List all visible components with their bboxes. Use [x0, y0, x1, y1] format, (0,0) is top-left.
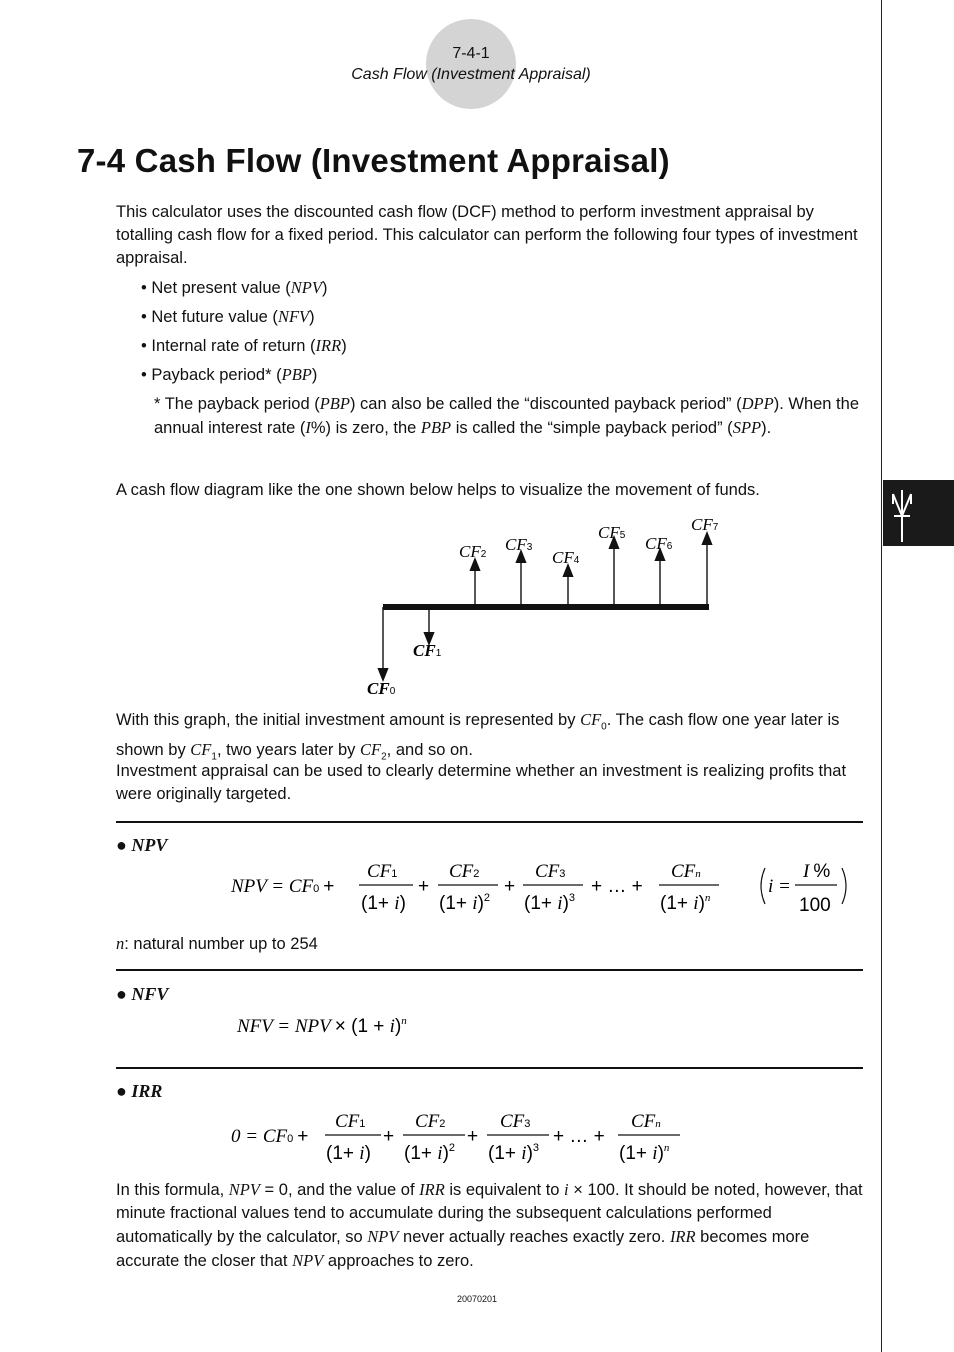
label-cf6: CF6: [645, 534, 673, 553]
rule-nfv: [116, 969, 863, 971]
label-cf3: CF3: [505, 535, 533, 554]
svg-text:CF3: CF3: [535, 861, 566, 882]
chapter-tab-icon: [883, 480, 954, 546]
svg-text:(1+ i)3: $(1+ i)^3$: [488, 1142, 540, 1164]
irr-formula: [225, 1102, 695, 1170]
bullet-nfv: • Net future value (NFV): [141, 307, 315, 326]
svg-text:CF3: CF3: [500, 1111, 531, 1132]
svg-text:(1+ i): (1+ i): [326, 1143, 371, 1164]
svg-text:0 = CF0+: 0 = CF0 +: [231, 1126, 309, 1147]
svg-text:CF2: CF2: [449, 861, 480, 882]
svg-text:(1+ i): (1+ i): [361, 893, 406, 914]
svg-text:100: 100: [799, 895, 831, 916]
svg-text:+: +: [383, 1126, 395, 1147]
diagram-intro: A cash flow diagram like the one shown below helps to visualize the movement of funds.: [116, 481, 760, 499]
nfv-formula: [225, 1008, 525, 1042]
svg-text:+: +: [504, 876, 516, 897]
page-number: 7-4-1: [452, 45, 490, 62]
bullet-pbp: • Payback period* (PBP): [141, 365, 318, 384]
svg-text:+: +: [467, 1126, 479, 1147]
right-margin-line: [881, 0, 882, 1352]
npv-heading: ● NPV: [116, 835, 168, 855]
page-number-circle: [426, 19, 516, 109]
footer-code: 20070201: [456, 1294, 498, 1304]
svg-text:+ … +: + … +: [591, 876, 643, 897]
svg-text:CFn: CFn: [631, 1111, 661, 1132]
svg-text:CF2: CF2: [415, 1111, 446, 1132]
label-cf4: CF4: [552, 548, 580, 567]
graph-explanation: With this graph, the initial investment amount is represented by $CF_0$. The cash flow one year later is shown by $CF_1$, two years later by $CF_2$, and so on.: [116, 710, 840, 763]
svg-text:+: +: [418, 876, 430, 897]
svg-text:(1+ i)n: $(1+ i)^n$: [619, 1142, 670, 1164]
svg-text:(1+ i)2: $(1+ i)^2$: [439, 892, 491, 914]
page-title: 7-4 Cash Flow (Investment Appraisal): [77, 142, 670, 179]
svg-text:NFV = NPV× (1 + i)n: NFV = NPV × $(1 + i)^n$: [237, 1015, 407, 1037]
svg-text:I%: I %: [803, 861, 831, 882]
svg-text:(1+ i)3: $(1+ i)^3$: [524, 892, 576, 914]
svg-text:CFn: CFn: [671, 861, 701, 882]
time-axis: [383, 604, 709, 610]
label-cf5: CF5: [598, 523, 626, 542]
npv-n-note: n: natural number up to 254: [116, 934, 318, 953]
nfv-heading: ● NFV: [116, 984, 169, 1004]
irr-heading: ● IRR: [116, 1081, 163, 1101]
rule-irr: [116, 1067, 863, 1069]
footnote-payback: * The payback period (PBP) can also be called the “discounted payback period” (DPP). When the annual interest rate (I%) is zero, the PBP is called the “simple payback period” (SPP).: [154, 394, 859, 437]
label-cf2: CF2: [459, 542, 487, 561]
appraisal-paragraph: Investment appraisal can be used to clearly determine whether an investment is realizing profits that were originally targeted.: [116, 762, 847, 803]
chapter-tab: [883, 480, 954, 546]
label-cf0: CF0: [367, 679, 396, 698]
rule-npv: [116, 821, 863, 823]
svg-text:i =: i =: [768, 876, 791, 897]
svg-text:+ … +: + … +: [553, 1126, 605, 1147]
svg-text:NPV = CF0+: NPV = CF0 +: [231, 876, 335, 897]
svg-text:CF1: CF1: [367, 861, 398, 882]
bullet-npv: • Net present value (NPV): [141, 278, 328, 297]
svg-text:(1+ i)2: $(1+ i)^2$: [404, 1142, 456, 1164]
svg-text:CF1: CF1: [335, 1111, 366, 1132]
intro-paragraph: This calculator uses the discounted cash flow (DCF) method to perform investment appraisal by totalling cash flow for a fixed period. This calculator can perform the following four types of investment appraisal.: [116, 203, 858, 267]
label-cf7: CF7: [691, 515, 719, 534]
cash-flow-diagram: [355, 508, 735, 703]
label-cf1: CF1: [413, 641, 442, 660]
bullet-irr: • Internal rate of return (IRR): [141, 336, 347, 355]
running-header-title: Cash Flow (Investment Appraisal): [351, 66, 591, 83]
npv-formula: [225, 852, 865, 920]
irr-explanation: In this formula, NPV = 0, and the value of IRR is equivalent to i × 100. It should be noted, however, that minute fractional values tend to accumulate during the subsequent calculations performed automatically by the calculator, so NPV never actually reaches exactly zero. IRR becomes more accurate the closer that NPV approaches to zero.: [116, 1180, 863, 1270]
svg-text:(1+ i)n: $(1+ i)^n$: [660, 892, 711, 914]
